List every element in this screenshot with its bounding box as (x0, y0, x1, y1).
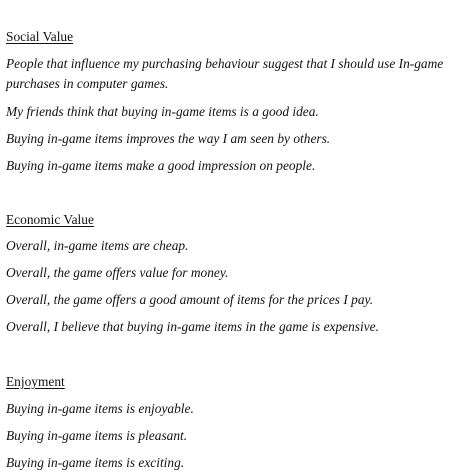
statement-item: Overall, in-game items are cheap. (6, 238, 189, 253)
statement-item: Overall, I believe that buying in-game items in the game is expensive. (6, 319, 379, 334)
statement-item: Buying in-game items is pleasant. (6, 428, 188, 443)
statement-item: People that influence my purchasing behaviour suggest that I should use In-game purchases in computer games. (6, 56, 444, 91)
statement-item: Overall, the game offers value for money. (6, 265, 229, 280)
statement-item: Buying in-game items make a good impression on people. (6, 158, 316, 173)
section-heading: Economic Value (6, 212, 94, 227)
section-heading: Social Value (6, 29, 74, 44)
section-heading: Enjoyment (6, 374, 65, 389)
statement-item: Overall, the game offers a good amount of items for the prices I pay. (6, 292, 374, 307)
statement-item: Buying in-game items improves the way I am seen by others. (6, 131, 331, 146)
statement-item: Buying in-game items is enjoyable. (6, 401, 194, 416)
statement-item: My friends think that buying in-game items is a good idea. (6, 104, 319, 119)
statement-item: Buying in-game items is exciting. (6, 455, 185, 470)
